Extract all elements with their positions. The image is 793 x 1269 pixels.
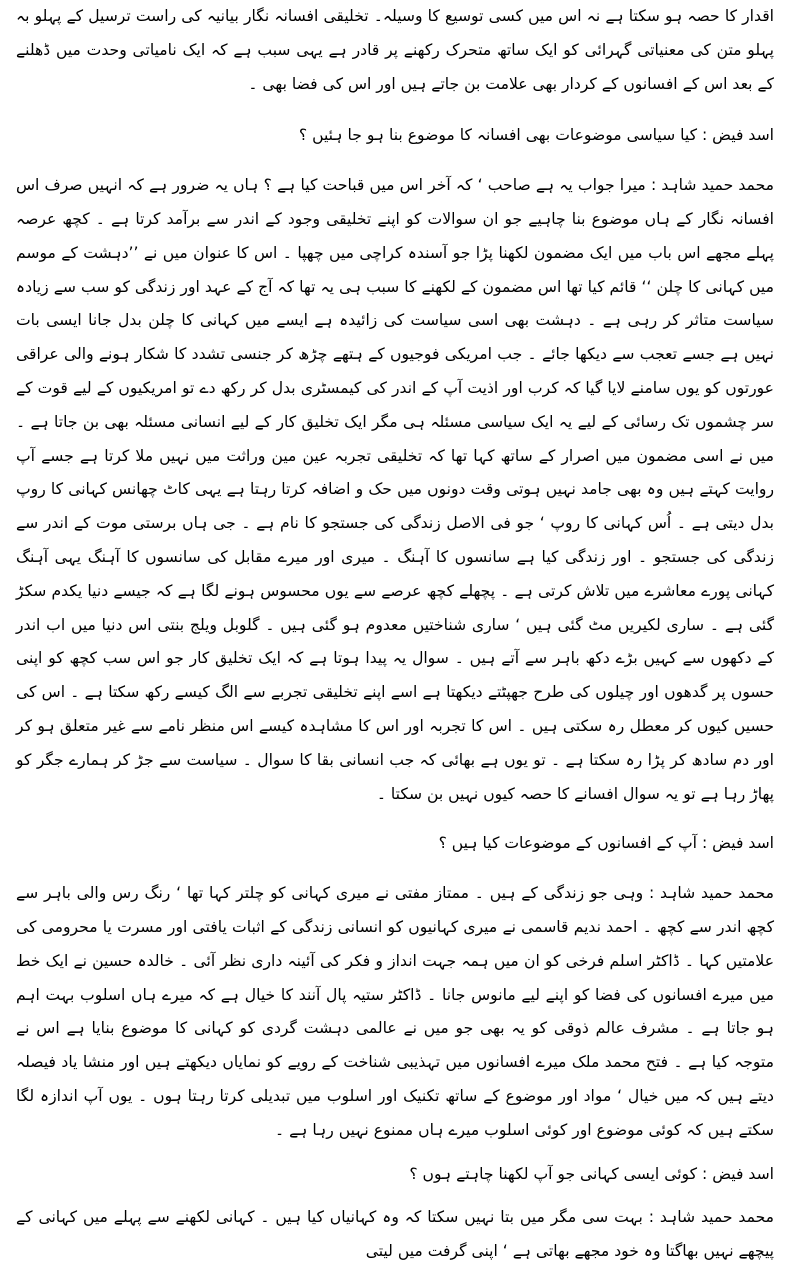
answer-wished-story: محمد حمید شاہد : بہت سی مگر میں بتا نہیں سکتا کہ وہ کہانیاں کیا ہیں ۔ کہانی لکھنے سے پہلے میں کہانی کے پیچھے نہیں بھاگتا وہ خود مجھے بھاتی ہے ‘ اپنی گرفت میں لیتی	[16, 1208, 774, 1261]
spacer	[16, 811, 774, 827]
answer-political-topics: محمد حمید شاہد : میرا جواب یہ ہے صاحب ‘ کہ آخر اس میں قباحت کیا ہے ؟ ہاں یہ ضرور ہے کہ انہیں صرف اس افسانہ نگار کے ہاں موضوع بنا چاہیے جو ان سوالات کو اپنے تخلیقی وجود کے اندر سے برآمد کرتا ہے ۔ کچھ عرصہ پہلے مجھے اس باب میں ایک مضمون لکھنا پڑا جو آسندہ کراچی میں چھپا ۔ اس کا عنوان میں نے ’’دہشت کے موسم میں کہانی کا چلن ‘‘ قائم کیا تھا اس مضمون کے لکھنے کا سبب ہی یہ تھا کہ آج کے عہد اور زندگی کو سب سے زیادہ سیاست متاثر کر رہی ہے ۔ دہشت بھی اسی سیاست کی زائیدہ ہے ایسے میں کہانی کا چلن بدل جانا ایسی بات نہیں ہے جسے تعجب سے دیکھا جائے ۔ جب امریکی فوجیوں کے ہتھے چڑھ کر جنسی تشدد کا شکار ہونے والی عراقی عورتوں کو یوں سامنے لایا گیا کہ کرب اور اذیت آپ کے اندر کی کیمسٹری بدل کر رکھ دے تو امریکیوں کے لیے قوت کے سر چشموں تک رسائی کے لیے یہ ایک سیاسی مسئلہ ہی مگر ایک تخلیق کار کے لیے انسانی مسئلہ بھی بن جاتا ہے ۔ میں نے اسی مضمون میں اصرار کے ساتھ کہا تھا کہ تخلیقی تجربہ عین مین وراثت میں نہیں ملا کرتا ہے جسے آپ روایت کہتے ہیں وہ بھی جامد نہیں ہوتی وقت دونوں میں حک و اضافہ کرتا رہتا ہے یہی کاٹ چھانس کہانی کا روپ بدل دیتی ہے ۔ اُس کہانی کا روپ ‘ جو فی الاصل زندگی کی جستجو کا نام ہے ۔ جی ہاں برستی موت کے اندر سے زندگی کی جستجو ۔ اور زندگی کیا ہے سانسوں کا آہنگ ۔ میری اور میرے مقابل کی سانسوں کا آہنگ یہی آہنگ کہانی پورے معاشرے میں تلاش کرتی ہے ۔ پچھلے کچھ عرصے سے یوں محسوس ہونے لگا ہے کہ جیسے دنیا یکدم سکڑ گئی ہے ۔ ساری لکیریں مٹ گئی ہیں ‘ ساری شناختیں معدوم ہو گئی ہیں ۔ گلوبل ویلج بنتی اس دنیا میں اب اندر کے دکھوں سے کہیں بڑے دکھ باہر سے آتے ہیں ۔ سوال یہ پیدا ہوتا ہے کہ ایک تخلیق کار جو اس سب کچھ کو اپنی حسوں پر گدھوں اور چیلوں کی طرح جھپٹتے دیکھتا ہے اسے اپنے تخلیقی تجربے سے الگ کیسے رکھ سکتا ہے ۔ اس کی حسیں کیوں کر معطل رہ سکتی ہیں ۔ اس کا تجربہ اور اس کا مشاہدہ کیسے اس منظر نامے سے غیر متعلق ہو کر اور دم سادھ کر پڑا رہ سکتا ہے ۔ تو یوں ہے بھائی کہ جب انسانی بقا کا سوال ۔ سیاست سے جڑ کر ہمارے جگر کو پھاڑ رہا ہے تو یہ سوال افسانے کا حصہ کیوں نہیں بن سکتا ۔	[16, 176, 774, 803]
answer-story-topics: محمد حمید شاہد : وہی جو زندگی کے ہیں ۔ ممتاز مفتی نے میری کہانی کو چلتر کہا تھا ‘ رنگ رس والی باہر سے کچھ اندر سے کچھ ۔ احمد ندیم قاسمی نے میری کہانیوں کو انسانی زندگی کے اثبات یافتی اور مسرت یا محرومی کی علامتیں کہا ۔ ڈاکٹر اسلم فرخی کو ان میں ہمہ جہت انداز و فکر کی آئینہ داری نظر آئی ۔ خالدہ حسین نے ایک خط میں میرے افسانوں کی فضا کو اپنے لیے مانوس جانا ۔ ڈاکٹر ستیہ پال آنند کا خیال ہے کہ میرے ہاں اسلوب بہت اہم ہو جاتا ہے ۔ مشرف عالم ذوقی کو یہ بھی جو میں نے عالمی دہشت گردی کو کہانی کا موضوع بنایا ہے اس نے متوجہ کیا ہے ۔ فتح محمد ملک میرے افسانوں میں تہذیبی شناخت کے رویے کو نمایاں دیکھتے ہیں اور منشا یاد فیصلہ دیتے ہیں کہ میں خیال ‘ مواد اور موضوع کے ساتھ تکنیک اور اسلوب میں تبدیلی کرتا رہتا ہوں ۔ یوں آپ اندازہ لگا سکتے ہیں کہ کوئی موضوع اور کوئی اسلوب میرے ہاں ممنوع نہیں رہا ہے ۔	[16, 884, 774, 1139]
question-story-topics: اسد فیض : آپ کے افسانوں کے موضوعات کیا ہیں ؟	[438, 834, 774, 853]
question-wished-story: اسد فیض : کوئی ایسی کہانی جو آپ لکھنا چاہتے ہوں ؟	[409, 1164, 774, 1183]
spacer	[16, 153, 774, 169]
paragraph-intro: اقدار کا حصہ ہو سکتا ہے نہ اس میں کسی توسیع کا وسیلہ۔ تخلیقی افسانہ نگار بیانیہ کی راست ترسیل کے پہلو بہ پہلو متن کی معنیاتی گہرائی کو ایک ساتھ متحرک رکھنے پر قادر ہے یہی سبب ہے کہ ایک نامیاتی وحدت میں ڈھلنے کے بعد اس کے افسانوں کے کردار بھی علامت بن جاتے ہیں اور اس کی فضا بھی ۔	[16, 7, 774, 93]
spacer	[16, 861, 774, 877]
spacer	[16, 101, 774, 119]
question-political-topics: اسد فیض : کیا سیاسی موضوعات بھی افسانہ کا موضوع بنا ہو جا ہئیں ؟	[298, 126, 774, 145]
spacer	[16, 1148, 774, 1158]
document-page	[16, 0, 774, 1261]
spacer	[16, 1191, 774, 1201]
